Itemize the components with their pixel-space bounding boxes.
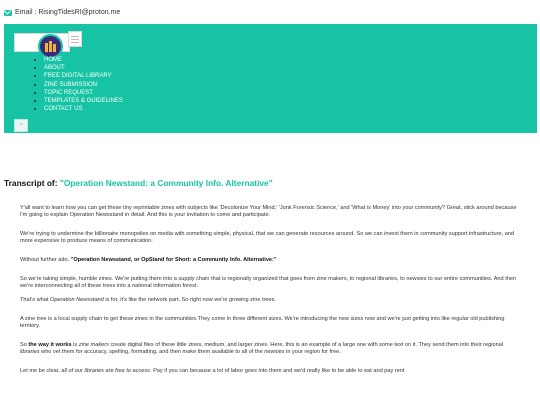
paragraph: We're trying to undermine the billionaire monopolies on media with something simple, physical, that we can generate resources around. So we can invest them in community support infrastructure, and more expensive to produce means of communication. [20, 231, 515, 244]
paragraph-text: Let me be clear, [20, 367, 62, 374]
envelope-icon [4, 10, 12, 16]
paragraph [20, 257, 520, 264]
contact-email[interactable]: Email : RisingTidesRI@proton.me [15, 9, 121, 16]
hamburger-menu-icon[interactable] [68, 31, 82, 47]
paragraph-text: create digital files of these little zines, medium, and larger zines. Here, this is an example of a large one with some text on it. They send them into their regional [108, 341, 504, 348]
paragraph-italic: libraries [20, 348, 40, 355]
nav-item-home[interactable]: HOME [4, 56, 123, 64]
nav-item-contact-us[interactable]: CONTACT US [4, 105, 123, 113]
paragraph-italic: zine makers [78, 341, 109, 348]
nav-item-templates-guidelines[interactable]: TEMPLATES & GUIDELINES [4, 97, 123, 105]
paragraph [20, 297, 520, 304]
paragraph-text: is for, it's like the network part. So right now we're growing zine trees. [103, 296, 276, 303]
paragraph: A zine tree is a local supply chain to get these zines in the communities.They come in three different sizes. We're introducing the new sizes now and we're just getting into like regular old publishing territory. [20, 315, 505, 329]
page-title [4, 178, 273, 188]
nav-item-about[interactable]: ABOUT [4, 64, 123, 72]
paragraph-italic: Operation Newsstand [49, 296, 104, 303]
paragraph-text: who vet them for accuracy, spelling, formatting, and then make them available to all of the [39, 348, 265, 355]
paragraph-text: So [20, 341, 29, 348]
page-title-prefix: Transcript of: [4, 178, 60, 188]
nav-item-zine-submission[interactable]: ZINE SUBMISSION [4, 81, 123, 89]
paragraph: Y'all want to learn how you can get these tiny reprintable zines with subjects like 'Decolonize Your Mind,' 'Junk Forensic Science,' and 'What is Money' into your community? Great, stick around because I'm going to explain Operation Newsstand in detail. And this is your invitation to come and participate. [20, 205, 517, 218]
site-header [4, 24, 537, 133]
paragraph [20, 342, 520, 356]
nav-item-topic-request[interactable]: TOPIC REQUEST [4, 89, 123, 97]
transcript-body [20, 205, 520, 381]
contact-bar [4, 9, 120, 16]
paragraph [20, 368, 520, 375]
nav-item-free-digital-library[interactable]: FREE DIGITAL LIBRARY [4, 72, 123, 80]
paragraph-text: Without further ado, [20, 257, 71, 263]
scroll-toggle-button[interactable] [14, 119, 28, 132]
paragraph-text: . Pay if you can because a lot of labor goes into them and we'd really like to be able to eat and pay rent [149, 367, 405, 374]
paragraph-bold: "Operation Newsstand, or OpStand for Short: a Community Info. Alternative:" [70, 257, 277, 263]
paragraph-bold: the way it works [28, 341, 72, 348]
paragraph-text: That's what [20, 296, 50, 303]
chevron-icon: ⌃ [18, 122, 24, 130]
paragraph-text: is [71, 341, 79, 348]
main-nav [4, 56, 123, 113]
paragraph: So we're taking simple, humble zines. We're putting them into a supply chain that is regionally organized that goes from zine makers, to regional libraries, to newsies to our entire communities. And then we're interconnecting all of these trees into a national information forest. [20, 276, 517, 289]
paragraph-italic: newsies [264, 348, 285, 355]
paragraph-text: in your region for free. [284, 348, 341, 355]
paragraph-italic: all of our libraries are free to access [61, 367, 150, 374]
logo-container[interactable] [14, 33, 70, 52]
page-title-text: "Operation Newstand: a Community Info. Alternative" [59, 178, 273, 188]
